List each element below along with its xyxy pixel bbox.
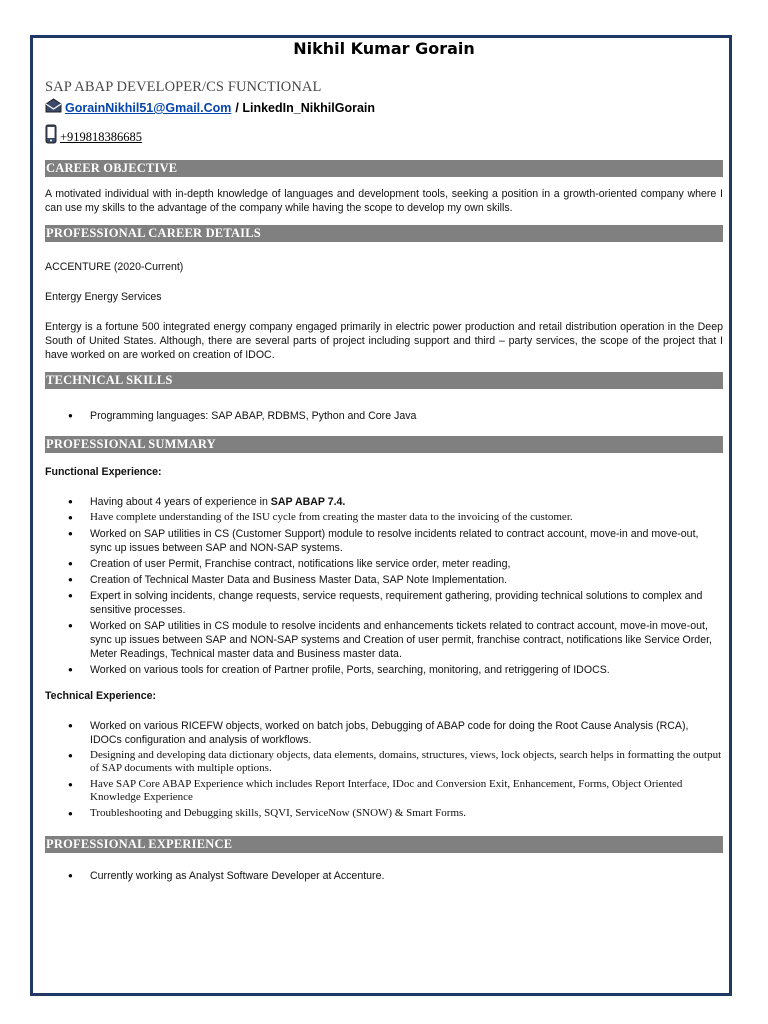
list-item: ● Currently working as Analyst Software Developer at Accenture. bbox=[90, 869, 723, 883]
list-item bbox=[90, 495, 723, 509]
list-item: ● Worked on various tools for creation of Partner profile, Ports, searching, monitoring, and retriggering of IDOCS. bbox=[90, 663, 723, 677]
list-item: ● Troubleshooting and Debugging skills, SQVI, ServiceNow (SNOW) & Smart Forms. bbox=[90, 807, 723, 821]
technical-skills-list bbox=[45, 409, 723, 423]
list-item: ● Creation of user Permit, Franchise contract, notifications like service order, meter reading, bbox=[90, 557, 723, 571]
list-item: ● Programming languages: SAP ABAP, RDBMS, Python and Core Java bbox=[90, 409, 723, 423]
phone-row bbox=[45, 124, 723, 149]
technical-experience-heading: Technical Experience: bbox=[45, 689, 157, 702]
list-item: ● Worked on various RICEFW objects, worked on batch jobs, Debugging of ABAP code for doing the Root Cause Analysis (RCA), IDOCs configuration and analysis of workflows. bbox=[90, 719, 723, 747]
project-description: Entergy is a fortune 500 integrated energy company engaged primarily in electric power production and retail distribution operation in the Deep South of United States. Although, there are several parts of project including support and third – party services, the scope of the project that I have worked on are worked on creation of IDOC. bbox=[45, 321, 723, 361]
company-line: ACCENTURE (2020-Current) bbox=[45, 261, 184, 273]
candidate-name: Nikhil Kumar Gorain bbox=[293, 39, 475, 58]
list-item-emphasis: SAP ABAP 7.4. bbox=[270, 496, 346, 508]
phone-number[interactable]: +919818386685 bbox=[60, 129, 143, 144]
list-item-text: Having about 4 years of experience in bbox=[90, 496, 271, 508]
list-item: ● Worked on SAP utilities in CS module to resolve incidents and enhancements tickets related to contract account, move-in move-out, sync up issues between SAP and NON-SAP systems and Creation of user permit, franchise contract, notifications like Service Order, Meter Readings, Technical master data and Business master data. bbox=[90, 619, 723, 661]
section-header-professional-summary: PROFESSIONAL SUMMARY bbox=[45, 436, 723, 453]
list-item: ● Creation of Technical Master Data and Business Master Data, SAP Note Implementation. bbox=[90, 573, 723, 587]
job-title: SAP ABAP DEVELOPER/CS FUNCTIONAL bbox=[45, 79, 322, 95]
professional-experience-list bbox=[45, 869, 723, 883]
resume-content bbox=[45, 38, 723, 885]
client-line: Entergy Energy Services bbox=[45, 291, 162, 303]
list-item: ● Have complete understanding of the ISU cycle from creating the master data to the invoicing of the customer. bbox=[90, 511, 723, 525]
section-header-career-details: PROFESSIONAL CAREER DETAILS bbox=[45, 225, 723, 242]
mobile-phone-icon bbox=[45, 124, 57, 149]
functional-experience-heading: Functional Experience: bbox=[45, 466, 162, 478]
functional-experience-list bbox=[45, 495, 723, 677]
career-objective-text: A motivated individual with in-depth knowledge of languages and development tools, seeking a position in a growth-oriented company where I can use my skills to the advantage of the company while having the scope to develop my own skills. bbox=[45, 188, 723, 214]
technical-experience-list bbox=[45, 719, 723, 821]
list-item: ● Have SAP Core ABAP Experience which includes Report Interface, IDoc and Conversion Exit, Enhancement, Forms, Object Oriented Knowledge Experience bbox=[90, 778, 723, 805]
email-row bbox=[45, 98, 723, 118]
list-item: ● Designing and developing data dictionary objects, data elements, domains, structures, views, lock objects, search helps in formatting the output of SAP documents with multiple options. bbox=[90, 749, 723, 776]
list-item: ● Expert in solving incidents, change requests, service requests, requirement gathering, providing technical solutions to complex and sensitive processes. bbox=[90, 589, 723, 617]
linkedin-text: / LinkedIn_NikhilGorain bbox=[235, 101, 376, 115]
section-header-professional-experience: PROFESSIONAL EXPERIENCE bbox=[45, 836, 723, 853]
section-header-technical-skills: TECHNICAL SKILLS bbox=[45, 372, 723, 389]
section-header-career-objective: CAREER OBJECTIVE bbox=[45, 160, 723, 177]
email-link[interactable]: GorainNikhil51@Gmail.Com bbox=[65, 101, 232, 115]
envelope-icon bbox=[45, 98, 62, 118]
list-item: ● Worked on SAP utilities in CS (Customer Support) module to resolve incidents related to contract account, move-in and move-out, sync up issues between SAP and NON-SAP systems. bbox=[90, 527, 723, 555]
